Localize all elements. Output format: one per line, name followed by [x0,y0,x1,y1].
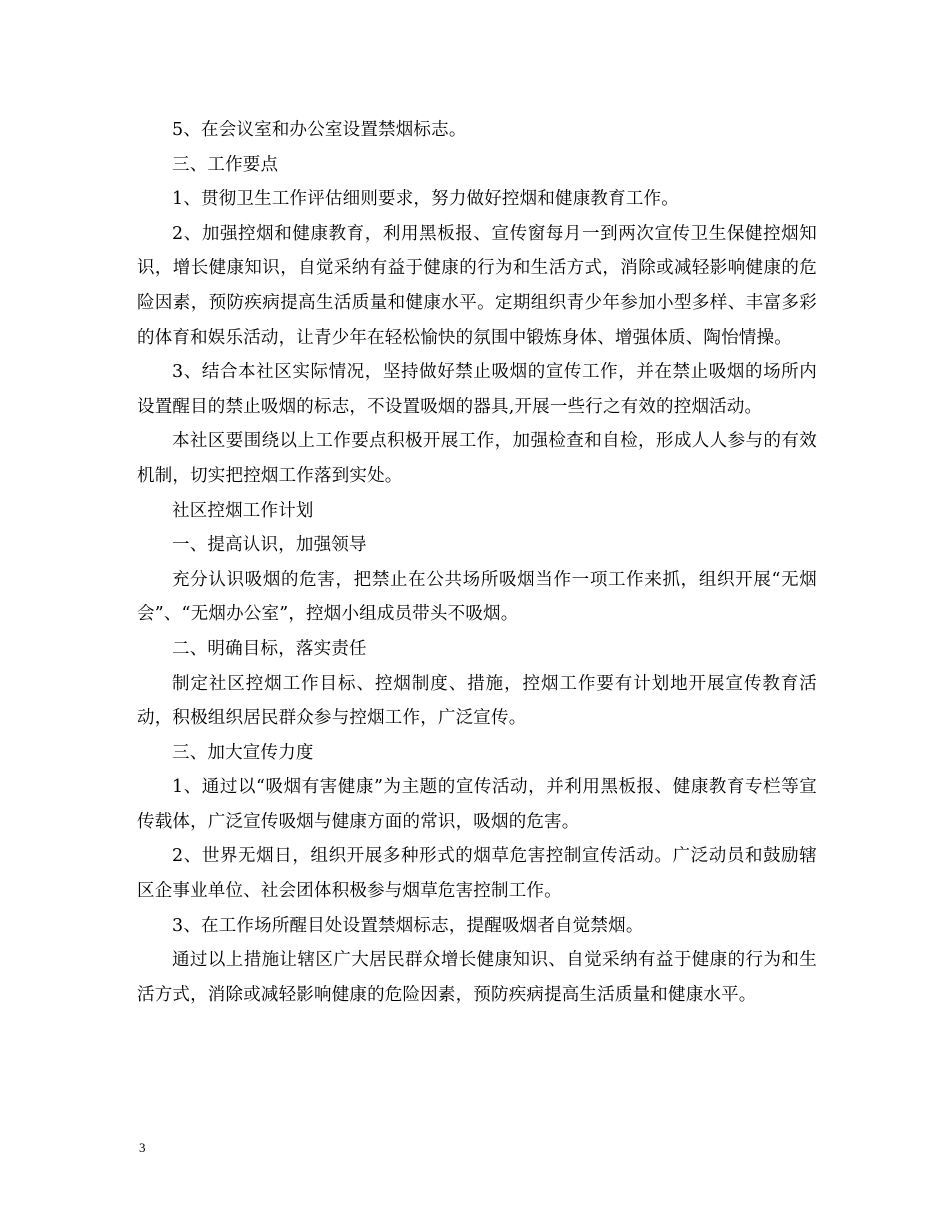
paragraph: 通过以上措施让辖区广大居民群众增长健康知识、自觉采纳有益于健康的行为和生活方式，消除或减轻影响健康的危险因素，预防疾病提高生活质量和健康水平。 [137,950,817,1005]
paragraph: 5、在会议室和办公室设置禁烟标志。 [172,120,467,140]
document-title: 社区控烟工作计划 [172,500,314,521]
section-heading: 三、工作要点 [172,154,279,175]
paragraph: 1、通过以“吸烟有害健康”为主题的宣传活动，并利用黑板报、健康教育专栏等宣传载体，广泛宣传吸烟与健康方面的常识，吸烟的危害。 [137,777,817,832]
paragraph: 3、结合本社区实际情况，坚持做好禁止吸烟的宣传工作，并在禁止吸烟的场所内设置醒目的禁止吸烟的标志，不设置吸烟的器具,开展一些行之有效的控烟活动。 [137,362,817,417]
paragraph: 1、贯彻卫生工作评估细则要求，努力做好控烟和健康教育工作。 [172,189,679,210]
paragraph: 本社区要围绕以上工作要点积极开展工作，加强检查和自检，形成人人参与的有效机制，切实把控烟工作落到实处。 [137,431,817,486]
document-body [137,113,817,1012]
paragraph: 制定社区控烟工作目标、控烟制度、措施，控烟工作要有计划地开展宣传教育活动，积极组织居民群众参与控烟工作，广泛宣传。 [137,673,817,729]
paragraph: 3、在工作场所醒目处设置禁烟标志，提醒吸烟者自觉禁烟。 [172,915,644,936]
section-heading: 二、明确目标，落实责任 [172,638,367,659]
paragraph: 2、加强控烟和健康教育，利用黑板报、宣传窗每月一到两次宣传卫生保健控烟知识，增长健康知识，自觉采纳有益于健康的行为和生活方式，消除或减轻影响健康的危险因素，预防疾病提高生活质量和健康水平。定期组织青少年参加小型多样、丰富多彩的体育和娱乐活动，让青少年在轻松愉快的氛围中锻炼身体、增强体质、陶怡情操。 [137,223,817,348]
page-number: 3 [139,1140,146,1155]
paragraph: 充分认识吸烟的危害，把禁止在公共场所吸烟当作一项工作来抓，组织开展“无烟会”、“无烟办公室”，控烟小组成员带头不吸烟。 [137,569,817,625]
paragraph: 2、世界无烟日，组织开展多种形式的烟草危害控制宣传活动。广泛动员和鼓励辖区企事业单位、社会团体积极参与烟草危害控制工作。 [137,846,817,902]
section-heading: 一、提高认识，加强领导 [172,535,367,556]
section-heading: 三、加大宣传力度 [172,742,314,763]
